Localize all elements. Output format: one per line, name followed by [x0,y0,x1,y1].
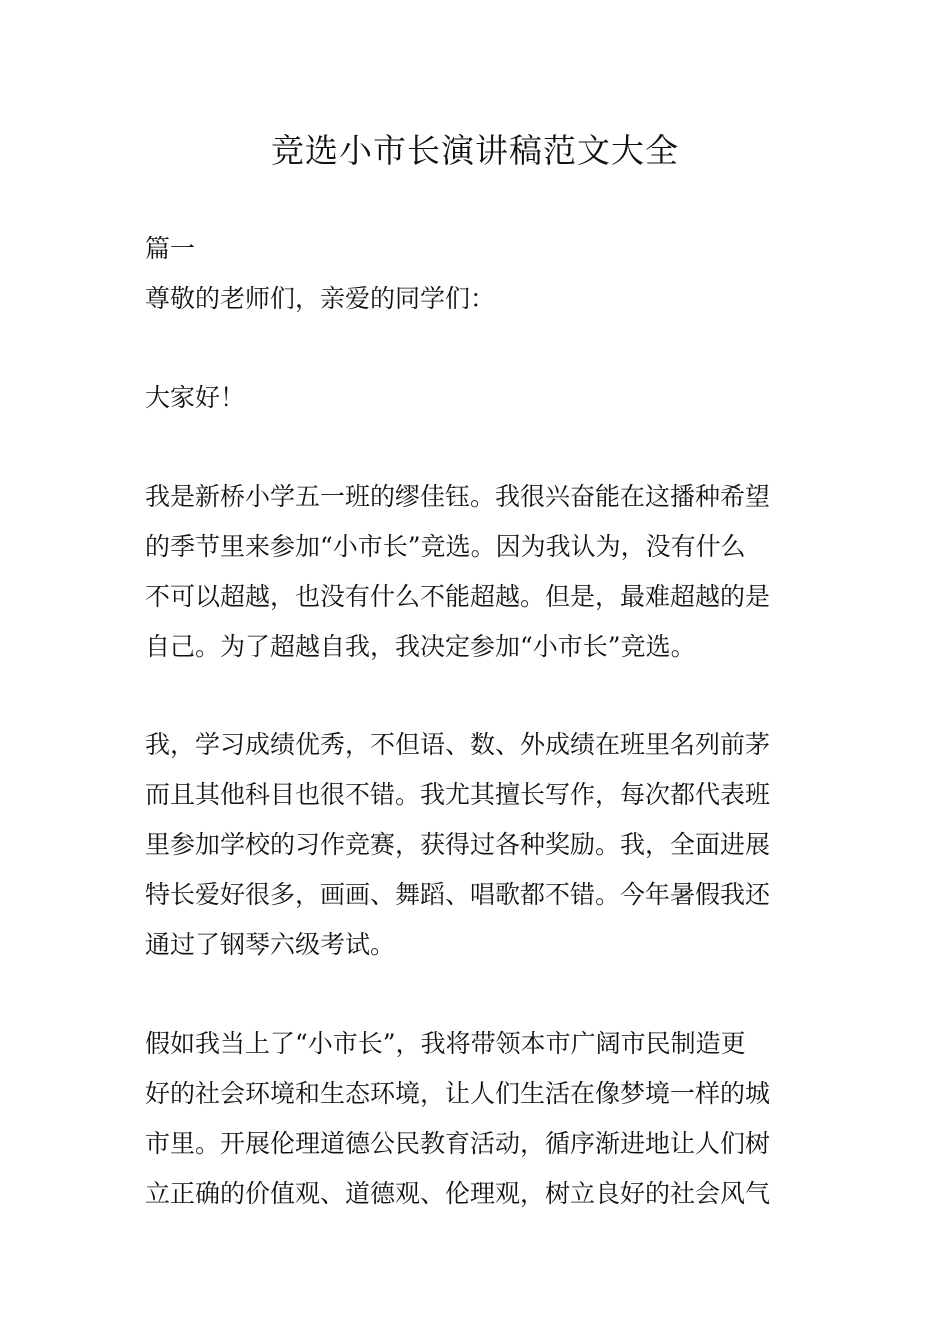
paragraph-introduction [145,472,815,672]
greeting: 大家好！ [145,383,246,412]
salutation: 尊敬的老师们，亲爱的同学们： [145,284,496,313]
paragraph-line: 假如我当上了“小市长”，我将带领本市广阔市民制造更 [145,1029,746,1058]
paragraph-line: 不可以超越，也没有什么不能超越。但是，最难超越的是 [145,582,771,611]
paragraph-achievements [145,720,815,970]
paragraph-line: 特长爱好很多，画画、舞蹈、唱歌都不错。今年暑假我还 [145,880,771,909]
paragraph-line: 通过了钢琴六级考试。 [145,930,396,959]
paragraph-line: 而且其他科目也很不错。我尤其擅长写作，每次都代表班 [145,780,771,809]
paragraph-line: 我，学习成绩优秀，不但语、数、外成绩在班里名列前茅 [145,730,771,759]
document-title: 竞选小市长演讲稿范文大全 [271,131,679,170]
paragraph-line: 好的社会环境和生态环境，让人们生活在像梦境一样的城 [145,1079,771,1108]
paragraph-line: 市里。开展伦理道德公民教育活动，循序渐进地让人们树 [145,1129,771,1158]
paragraph-line: 我是新桥小学五一班的缪佳钰。我很兴奋能在这播种希望 [145,482,771,511]
paragraph-line: 里参加学校的习作竞赛，获得过各种奖励。我，全面进展 [145,830,771,859]
paragraph-line: 的季节里来参加“小市长”竞选。因为我认为，没有什么 [145,532,746,561]
section-label: 篇一 [145,234,196,263]
paragraph-line: 立正确的价值观、道德观、伦理观，树立良好的社会风气 [145,1179,771,1208]
paragraph-line: 自己。为了超越自我，我决定参加“小市长”竞选。 [145,632,696,661]
paragraph-plans [145,1019,815,1219]
